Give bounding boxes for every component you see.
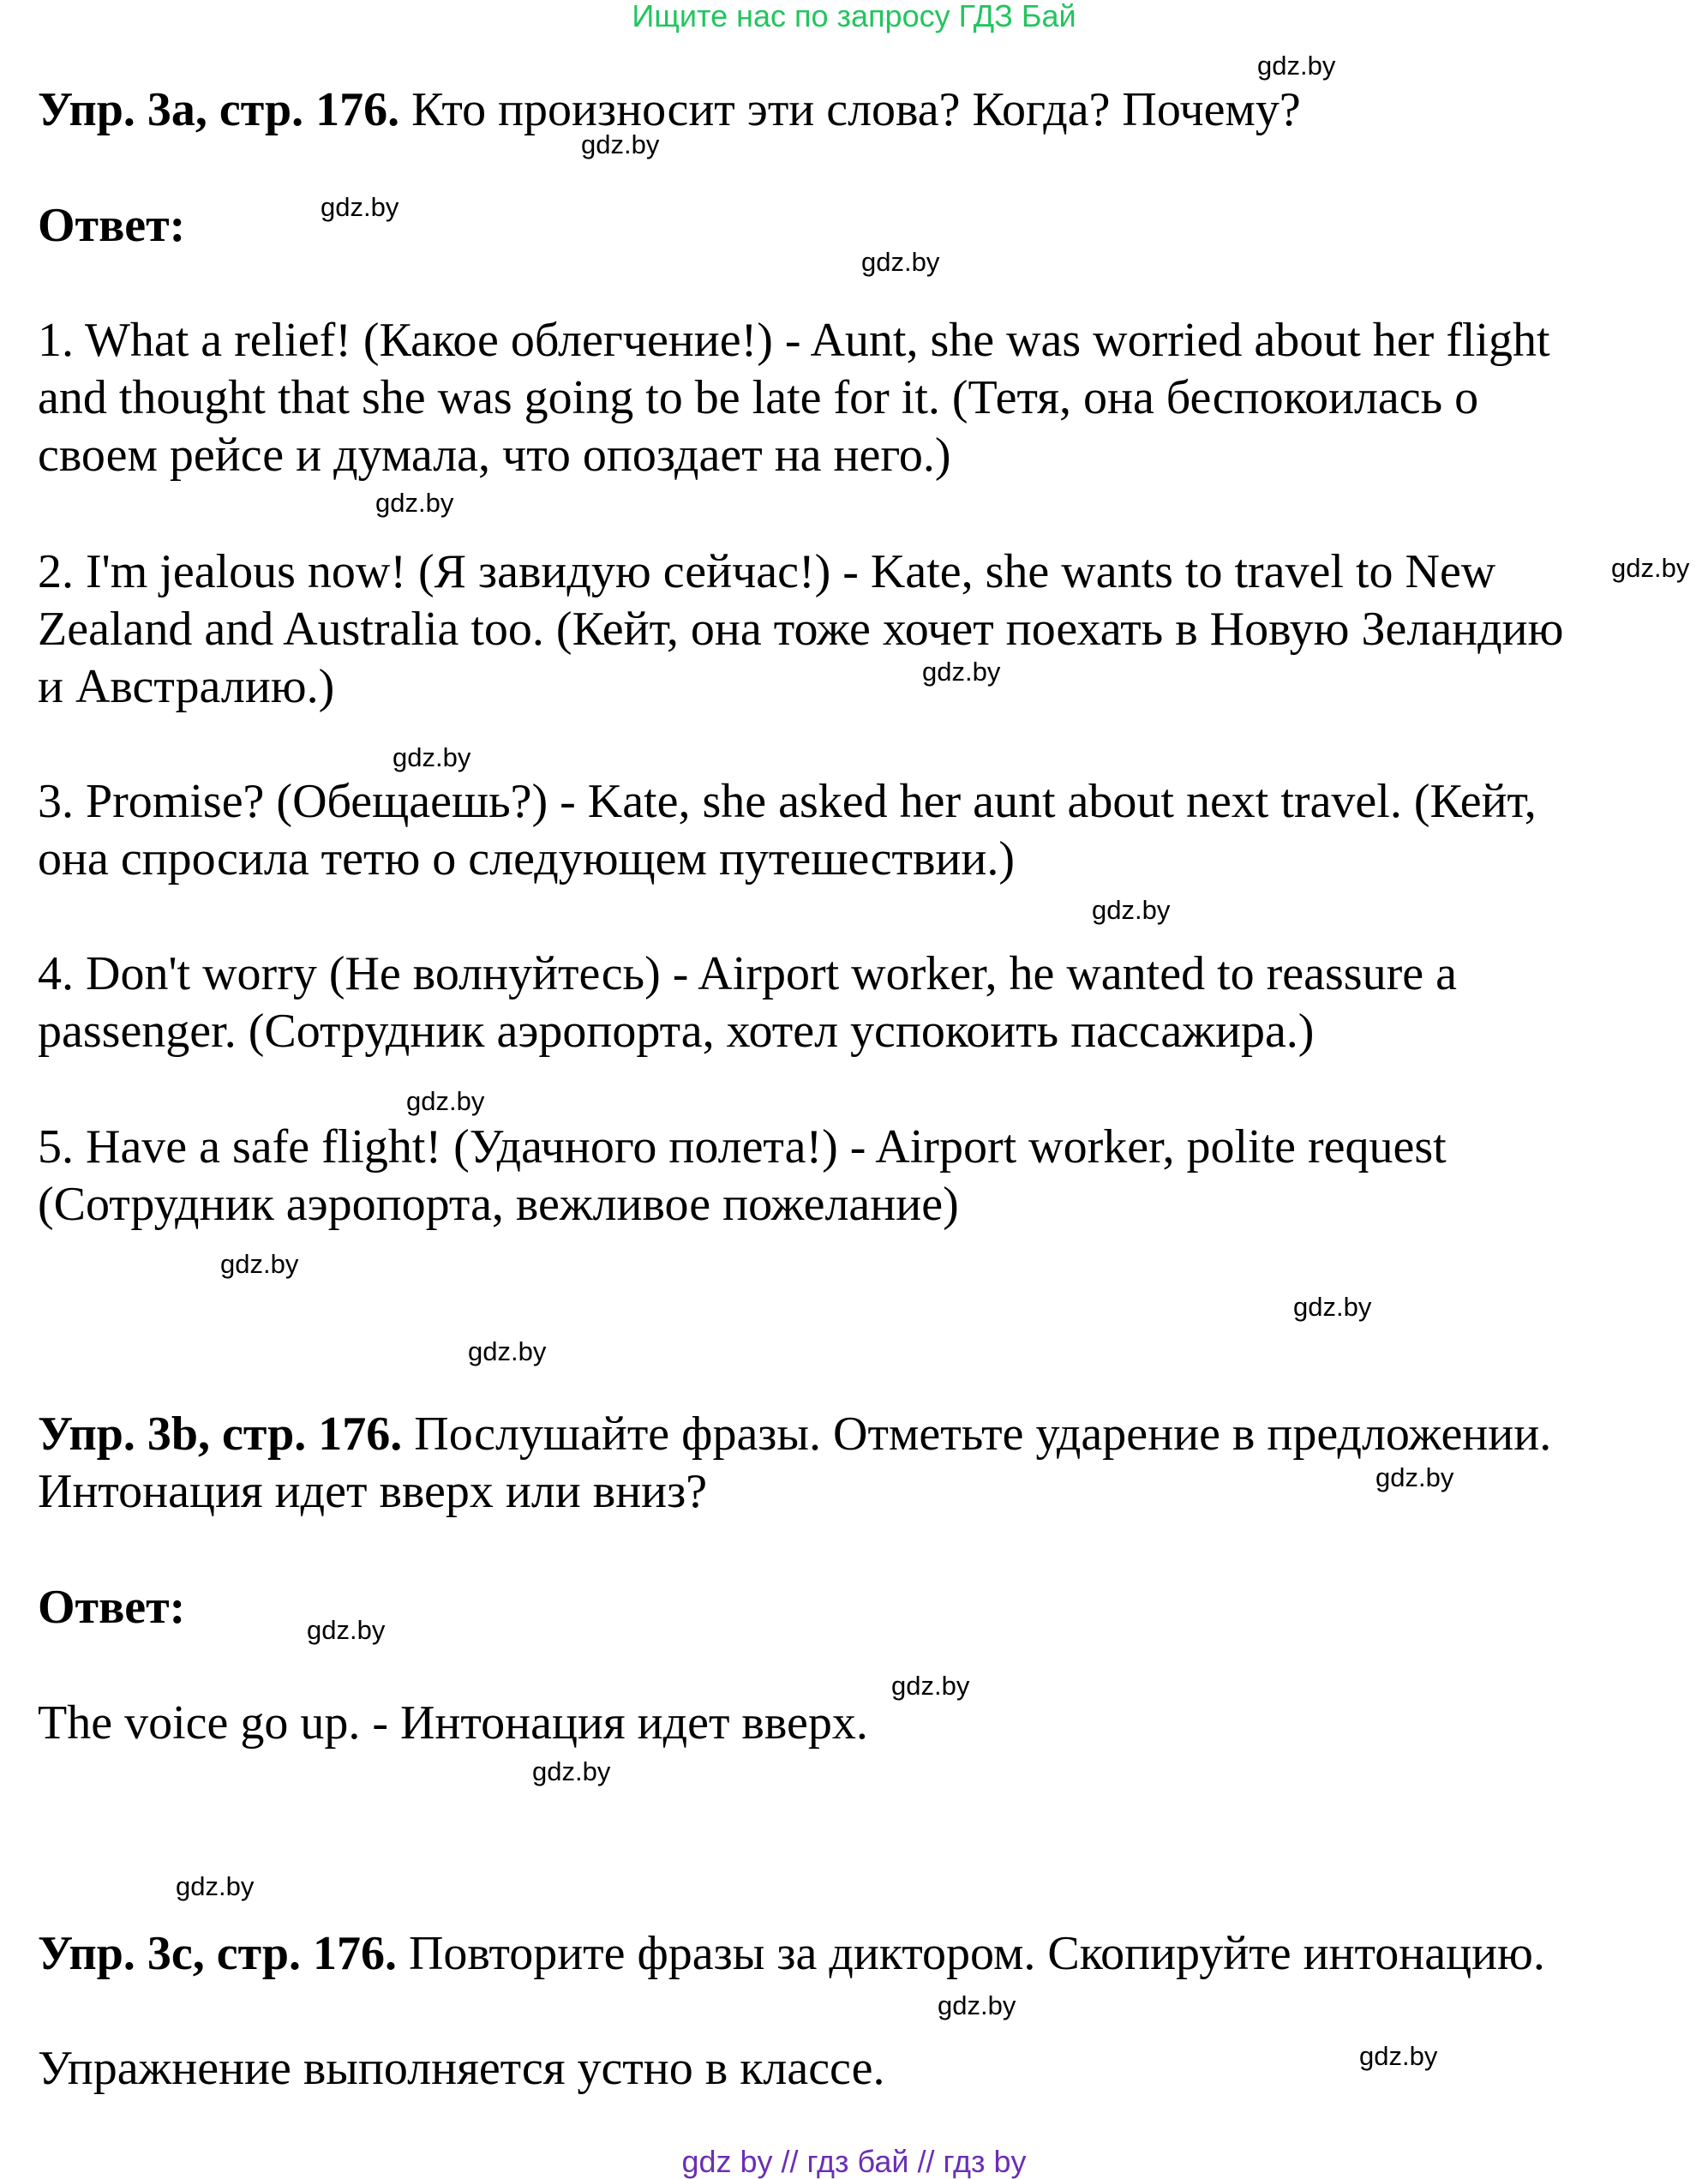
ex3a-line: Zealand and Australia too. (Кейт, она тоже хочет поехать в Новую Зеландию xyxy=(38,603,1564,656)
ex3b-heading: Упр. 3b, стр. 176. xyxy=(38,1408,403,1461)
watermark: gdz.by xyxy=(1375,1462,1454,1492)
ex3c-heading: Упр. 3c, стр. 176. xyxy=(38,1927,397,1980)
ex3a-line: 4. Don't worry (Не волнуйтесь) - Airport worker, he wanted to reassure a xyxy=(38,947,1457,1000)
watermark: gdz.by xyxy=(220,1249,299,1279)
watermark: gdz.by xyxy=(922,657,1001,687)
ex3c-answer: Упражнение выполняется устно в классе. xyxy=(38,2042,885,2095)
watermark: gdz.by xyxy=(307,1615,386,1645)
watermark: gdz.by xyxy=(375,488,454,518)
ex3b-answer-label: Ответ: xyxy=(38,1581,186,1634)
watermark: gdz.by xyxy=(1611,553,1690,583)
ex3b-title xyxy=(38,1406,1551,1463)
footer-links: gdz by // гдз бай // гдз by xyxy=(681,2144,1027,2179)
ex3a-line: 5. Have a safe flight! (Удачного полета!) - Airport worker, polite request xyxy=(38,1120,1447,1174)
top-banner: Ищите нас по запросу ГДЗ Бай xyxy=(632,0,1076,33)
ex3a-title xyxy=(38,81,1301,139)
ex3a-line: and thought that she was going to be late for it. (Тетя, она беспокоилась о xyxy=(38,371,1479,424)
watermark: gdz.by xyxy=(891,1671,970,1701)
ex3a-line: (Сотрудник аэропорта, вежливое пожелание) xyxy=(38,1178,959,1231)
ex3a-line: 2. I'm jealous now! (Я завидую сейчас!) - Kate, she wants to travel to New xyxy=(38,545,1496,598)
ex3a-line: и Австралию.) xyxy=(38,660,335,713)
watermark: gdz.by xyxy=(406,1086,485,1116)
ex3a-heading: Упр. 3a, стр. 176. xyxy=(38,83,400,136)
watermark: gdz.by xyxy=(321,192,399,222)
ex3a-answer-label: Ответ: xyxy=(38,199,186,252)
watermark: gdz.by xyxy=(1293,1292,1372,1322)
watermark: gdz.by xyxy=(1092,895,1171,925)
watermark: gdz.by xyxy=(393,742,471,772)
watermark: gdz.by xyxy=(176,1871,255,1901)
watermark: gdz.by xyxy=(861,247,940,277)
ex3a-line: она спросила тетю о следующем путешествии.) xyxy=(38,832,1015,885)
ex3b-task-line2: Интонация идет вверх или вниз? xyxy=(38,1465,708,1518)
ex3a-line: passenger. (Сотрудник аэропорта, хотел успокоить пассажира.) xyxy=(38,1005,1315,1058)
ex3b-answer: The voice go up. - Интонация идет вверх. xyxy=(38,1696,868,1750)
watermark: gdz.by xyxy=(938,1990,1016,2020)
watermark: gdz.by xyxy=(581,129,660,159)
ex3c-task: Повторите фразы за диктором. Скопируйте интонацию. xyxy=(408,1927,1545,1980)
ex3a-task: Кто произносит эти слова? Когда? Почему? xyxy=(411,83,1301,136)
ex3b-task: Послушайте фразы. Отметьте ударение в предложении. xyxy=(414,1408,1552,1461)
watermark: gdz.by xyxy=(1257,51,1336,81)
watermark: gdz.by xyxy=(532,1756,611,1786)
ex3a-line: 3. Promise? (Обещаешь?) - Kate, she asked her aunt about next travel. (Кейт, xyxy=(38,775,1537,828)
watermark: gdz.by xyxy=(468,1336,547,1366)
ex3c-title xyxy=(38,1925,1545,1983)
watermark: gdz.by xyxy=(1359,2041,1438,2071)
ex3a-line: 1. What a relief! (Какое облегчение!) - Aunt, she was worried about her flight xyxy=(38,314,1550,367)
ex3a-line: своем рейсе и думала, что опоздает на него.) xyxy=(38,429,951,482)
